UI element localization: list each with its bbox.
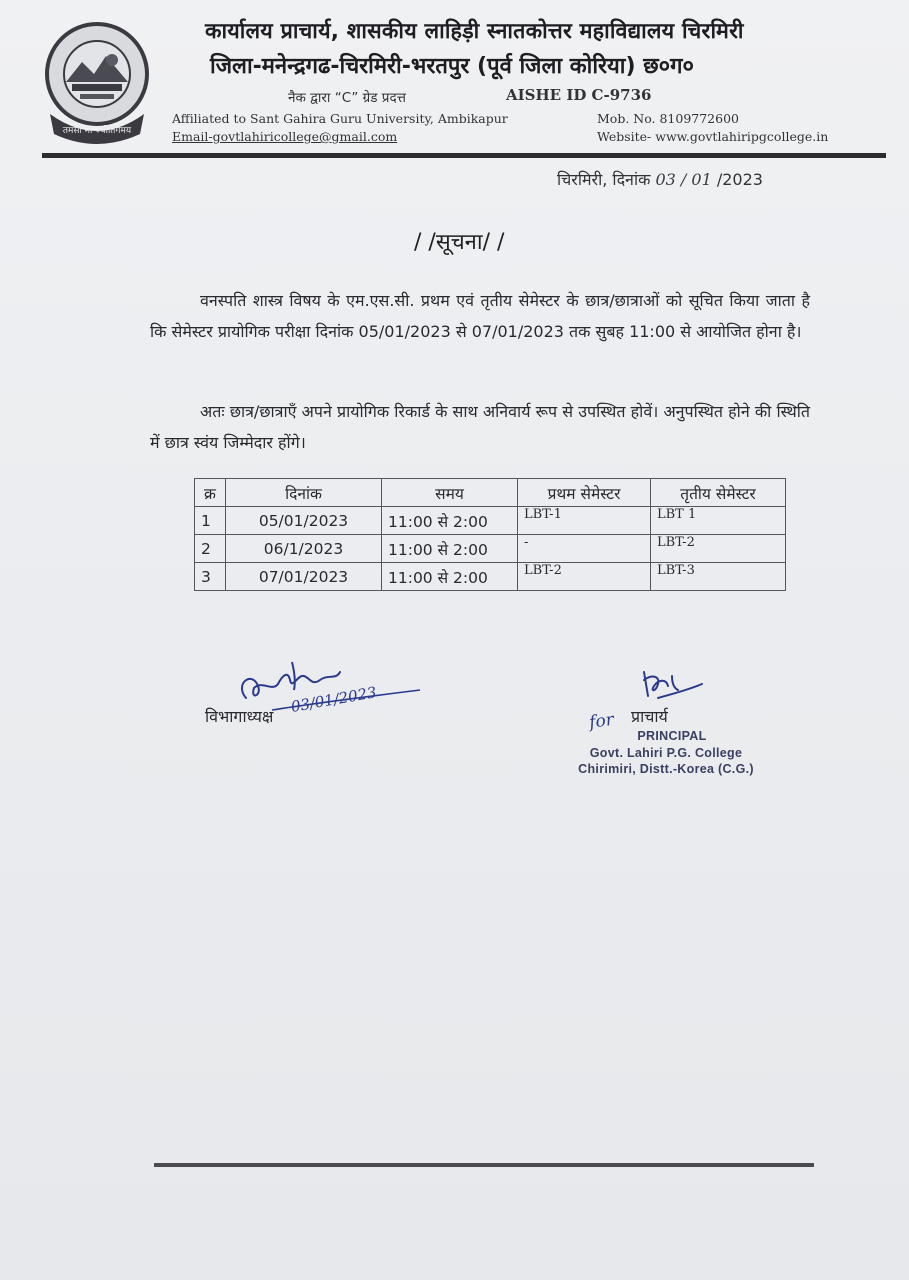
- college-seal-logo: [42, 22, 152, 144]
- notice-paragraph-1: वनस्पति शास्त्र विषय के एम.एस.सी. प्रथम एवं तृतीय सेमेस्टर के छात्र/छात्राओं को सूचित किया जाता है कि सेमेस्टर प्रायोगिक परीक्षा दिनांक 05/01/2023 से 07/01/2023 तक सुबह 11:00 से आयोजित होना है।: [150, 291, 810, 341]
- cell-time: 11:00 से 2:00: [382, 563, 518, 591]
- office-title: कार्यालय प्राचार्य, शासकीय लाहिड़ी स्नातकोत्तर महाविद्यालय चिरमिरी: [205, 19, 744, 44]
- naac-grade: नैक द्वारा “C” ग्रेड प्रदत्त: [288, 90, 406, 106]
- cell-third-semester: LBT-2: [651, 535, 786, 563]
- header-divider: [42, 153, 886, 158]
- header-first-semester: प्रथम सेमेस्टर: [518, 479, 651, 507]
- place-date-line: [557, 168, 763, 190]
- stamp-location: Chirimiri, Distt.-Korea (C.G.): [578, 762, 754, 776]
- cell-time: 11:00 से 2:00: [382, 535, 518, 563]
- notice-title: / /सूचना/ /: [414, 230, 505, 255]
- cell-third-semester: LBT-3: [651, 563, 786, 591]
- table-row: [195, 507, 786, 535]
- aishe-id: AISHE ID C-9736: [506, 86, 652, 104]
- stamp-principal: PRINCIPAL: [637, 729, 707, 743]
- hod-handwritten-date: 03/01/2023: [289, 683, 378, 716]
- cell-time: 11:00 से 2:00: [382, 507, 518, 535]
- table-row: [195, 535, 786, 563]
- notice-paragraph-2: अतः छात्र/छात्राएँ अपने प्रायोगिक रिकार्ड के साथ अनिवार्य रूप से उपस्थित होवें। अनुपस्थित होने की स्थिति में छात्र स्वंय जिम्मेदार होंगे।: [150, 402, 810, 452]
- cell-first-semester: -: [518, 535, 651, 563]
- website-link[interactable]: Website- www.govtlahiripgcollege.in: [597, 129, 829, 144]
- cell-third-semester: LBT 1: [651, 507, 786, 535]
- cell-serial: 3: [195, 563, 226, 591]
- seal-motto: तमसो मा ज्योतिर्गमय: [62, 126, 132, 136]
- table-header-row: [195, 479, 786, 507]
- header-third-semester: तृतीय सेमेस्टर: [651, 479, 786, 507]
- email-link[interactable]: Email-govtlahiricollege@gmail.com: [172, 129, 398, 144]
- district-title: जिला-मनेन्द्रगढ-चिरमिरी-भरतपुर (पूर्व जिला कोरिया) छ०ग०: [210, 54, 694, 79]
- footer-divider: [154, 1163, 814, 1167]
- hod-label: विभागाध्यक्ष: [205, 707, 274, 726]
- cell-date: 07/01/2023: [226, 563, 382, 591]
- handwritten-date: 03 / 01: [655, 170, 712, 189]
- stamp-college: Govt. Lahiri P.G. College: [589, 746, 743, 760]
- exam-schedule-table: [194, 478, 786, 591]
- header-date: दिनांक: [226, 479, 382, 507]
- header-time: समय: [382, 479, 518, 507]
- cell-serial: 1: [195, 507, 226, 535]
- cell-first-semester: LBT-1: [518, 507, 651, 535]
- for-handwritten: for: [588, 709, 616, 733]
- cell-first-semester: LBT-2: [518, 563, 651, 591]
- table-row: [195, 563, 786, 591]
- cell-serial: 2: [195, 535, 226, 563]
- cell-date: 06/1/2023: [226, 535, 382, 563]
- principal-label: प्राचार्य: [631, 707, 668, 726]
- header-serial: क्र: [195, 479, 226, 507]
- mobile-number: Mob. No. 8109772600: [597, 111, 739, 126]
- date-prefix: चिरमिरी, दिनांक: [557, 170, 651, 189]
- affiliation-text: Affiliated to Sant Gahira Guru University, Ambikapur: [172, 111, 508, 126]
- date-year: /2023: [711, 170, 763, 189]
- cell-date: 05/01/2023: [226, 507, 382, 535]
